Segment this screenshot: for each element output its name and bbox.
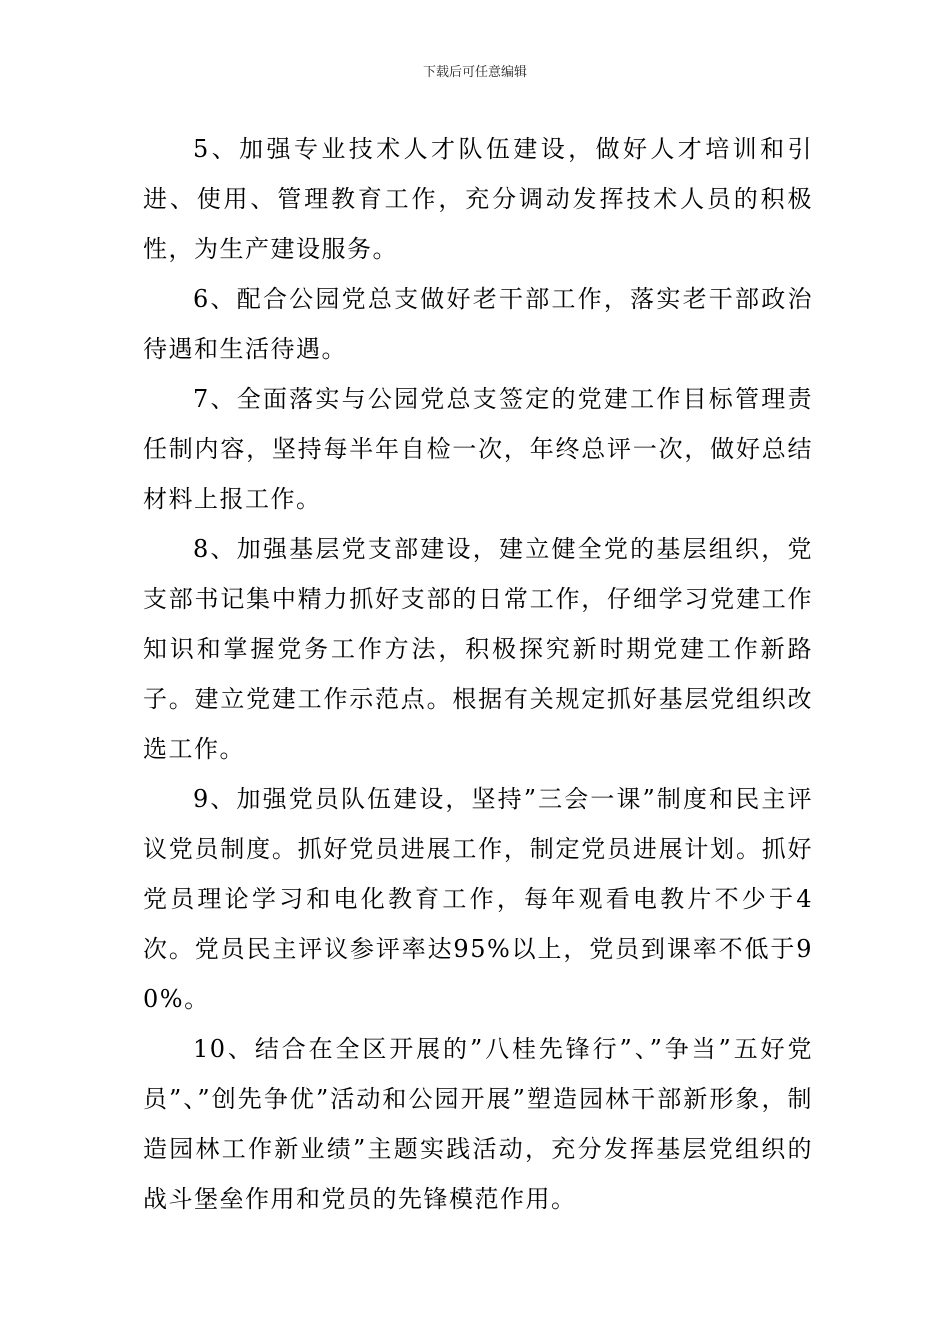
paragraph-item-8: 8、加强基层党支部建设，建立健全党的基层组织，党支部书记集中精力抓好支部的日常工作，仔细学习党建工作知识和掌握党务工作方法，积极探究新时期党建工作新路子。建立党建工作示范点。根据有关规定抓好基层党组织改选工作。: [143, 535, 813, 763]
document-body: [143, 124, 813, 1224]
paragraph-item-5: 5、加强专业技术人才队伍建设，做好人才培训和引进、使用、管理教育工作，充分调动发挥技术人员的积极性，为生产建设服务。: [143, 135, 813, 263]
paragraph-item-7: 7、全面落实与公园党总支签定的党建工作目标管理责任制内容，坚持每半年自检一次，年终总评一次，做好总结材料上报工作。: [143, 385, 813, 513]
page-header: 下载后可任意编辑: [422, 65, 527, 80]
paragraph-item-6: 6、配合公园党总支做好老干部工作，落实老干部政治待遇和生活待遇。: [143, 285, 813, 363]
paragraph-item-10: 10、结合在全区开展的”八桂先锋行”、”争当”五好党员”、”创先争优”活动和公园开展”塑造园林干部新形象，制造园林工作新业绩”主题实践活动，充分发挥基层党组织的战斗堡垒作用和党员的先锋模范作用。: [143, 1035, 813, 1213]
paragraph-item-9: 9、加强党员队伍建设，坚持”三会一课”制度和民主评议党员制度。抓好党员进展工作，制定党员进展计划。抓好党员理论学习和电化教育工作，每年观看电教片不少于4次。党员民主评议参评率达95%以上，党员到课率不低于90%。: [143, 785, 813, 1013]
